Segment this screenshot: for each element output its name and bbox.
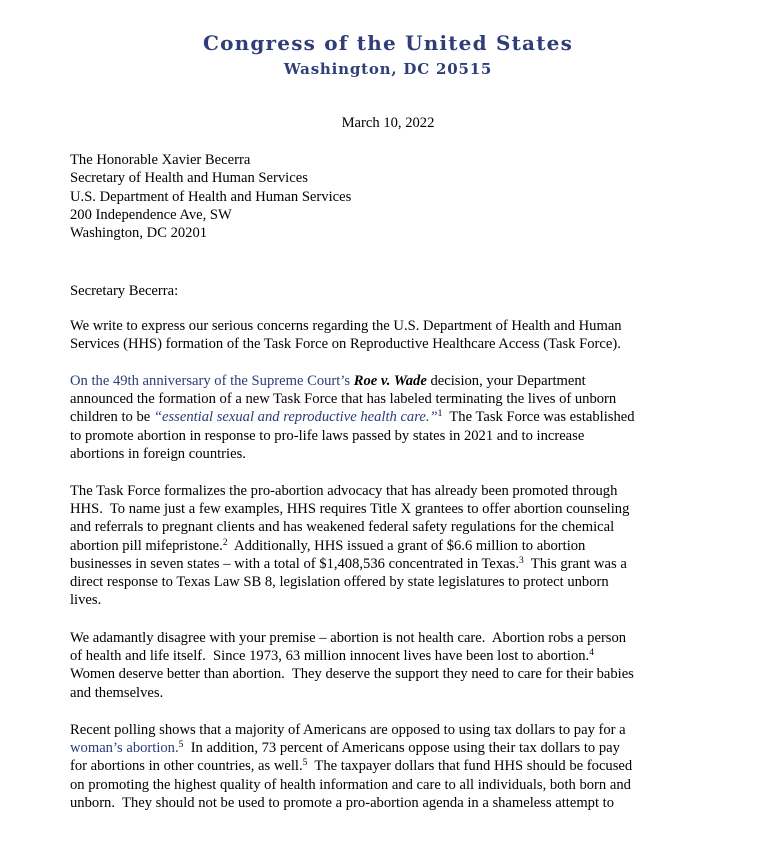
- case-name: Roe v. Wade: [353, 373, 427, 389]
- paragraph-5-line-1: Recent polling shows that a majority of Americans are opposed to using tax dollars to pay for a: [70, 722, 626, 738]
- text-segment: decision, your Department: [426, 373, 586, 389]
- letter-date: March 10, 2022: [341, 115, 435, 131]
- paragraph-5-line-5: unborn. They should not be used to promote a pro-abortion agenda in a shameless attempt to: [70, 794, 615, 811]
- footnote-ref: 2: [222, 537, 228, 548]
- paragraph-3-line-4: [70, 537, 710, 555]
- letterhead-subtitle: Washington, DC 20515: [283, 60, 493, 78]
- footnote-ref: 5: [178, 740, 184, 751]
- recipient-name: The Honorable Xavier Becerra: [70, 152, 251, 168]
- paragraph-3-line-5: [70, 555, 710, 573]
- salutation: Secretary Becerra:: [70, 283, 179, 299]
- paragraph-2: [70, 372, 710, 463]
- paragraph-3-line-2: HHS. To name just a few examples, HHS requires Title X grantees to offer abortion counseling: [70, 501, 630, 518]
- paragraph-4: [70, 629, 710, 702]
- paragraph-5-line-4: on promoting the highest quality of health information and care to all individuals, both born and: [70, 776, 631, 793]
- text-segment: On the 49th anniversary of the Supreme Court’s: [70, 373, 354, 389]
- text-segment: children to be: [70, 409, 154, 426]
- text-segment: of health and life itself. Since 1973, 63 million innocent lives have been lost to abortion.: [70, 648, 590, 665]
- recipient-city: Washington, DC 20201: [70, 225, 208, 242]
- paragraph-5-line-3: [70, 757, 710, 775]
- paragraph-1: [70, 317, 710, 353]
- recipient-department: U.S. Department of Health and Human Services: [70, 188, 352, 205]
- paragraph-4-line-1: We adamantly disagree with your premise – abortion is not health care. Abortion robs a person: [70, 630, 627, 646]
- paragraph-3: [70, 482, 710, 609]
- recipient-title: Secretary of Health and Human Services: [70, 170, 308, 187]
- footnote-ref: 3: [519, 555, 524, 566]
- paragraph-5: [70, 721, 710, 812]
- paragraph-1-line-1: We write to express our serious concerns regarding the U.S. Department of Health and Human: [70, 318, 622, 334]
- paragraph-3-line-1: The Task Force formalizes the pro-abortion advocacy that has already been promoted through: [70, 483, 618, 499]
- paragraph-3-line-6: direct response to Texas Law SB 8, legislation offered by state legislatures to protect unborn: [70, 574, 609, 591]
- text-segment: The Task Force was established: [442, 409, 635, 426]
- text-segment: In addition, 73 percent of Americans oppose using their tax dollars to pay: [183, 740, 620, 757]
- paragraph-4-line-4: and themselves.: [70, 684, 164, 701]
- text-segment: abortion pill mifepristone.: [70, 537, 223, 554]
- paragraph-2-line-5: abortions in foreign countries.: [70, 445, 246, 462]
- text-segment: for abortions in other countries, as well.: [70, 758, 303, 775]
- paragraph-5-line-2: [70, 739, 710, 757]
- paragraph-2-line-4: to promote abortion in response to pro-life laws passed by states in 2021 and to increase: [70, 427, 585, 444]
- paragraph-4-line-2: [70, 647, 710, 665]
- recipient-address: [70, 151, 351, 242]
- paragraph-1-line-2: Services (HHS) formation of the Task Force on Reproductive Healthcare Access (Task Force).: [70, 336, 621, 353]
- text-segment: This grant was a: [523, 555, 627, 572]
- paragraph-4-line-3: Women deserve better than abortion. They deserve the support they need to care for their babies: [70, 666, 634, 683]
- text-segment: Additionally, HHS issued a grant of $6.6 million to abortion: [227, 537, 586, 554]
- letterhead: [0, 30, 776, 80]
- quoted-phrase: “essential sexual and reproductive health care.”: [153, 409, 438, 426]
- paragraph-2-line-2: announced the formation of a new Task Force that has labeled terminating the lives of unborn: [70, 391, 617, 408]
- footnote-ref: 1: [437, 409, 443, 420]
- paragraph-3-line-3: and referrals to pregnant clients and has weakened federal safety regulations for the chemical: [70, 519, 615, 536]
- paragraph-2-line-1: [70, 372, 710, 390]
- letterhead-title: Congress of the United States: [202, 31, 574, 55]
- recipient-street: 200 Independence Ave, SW: [70, 206, 232, 223]
- text-segment: The taxpayer dollars that fund HHS should be focused: [307, 758, 633, 775]
- text-segment: businesses in seven states – with a total of $1,408,536 concentrated in Texas.: [70, 555, 519, 572]
- footnote-ref: 4: [589, 648, 594, 659]
- footnote-ref: 5: [302, 758, 308, 769]
- paragraph-2-line-3: [70, 408, 710, 426]
- paragraph-3-line-7: lives.: [70, 592, 102, 609]
- text-segment: woman’s abortion.: [70, 740, 179, 757]
